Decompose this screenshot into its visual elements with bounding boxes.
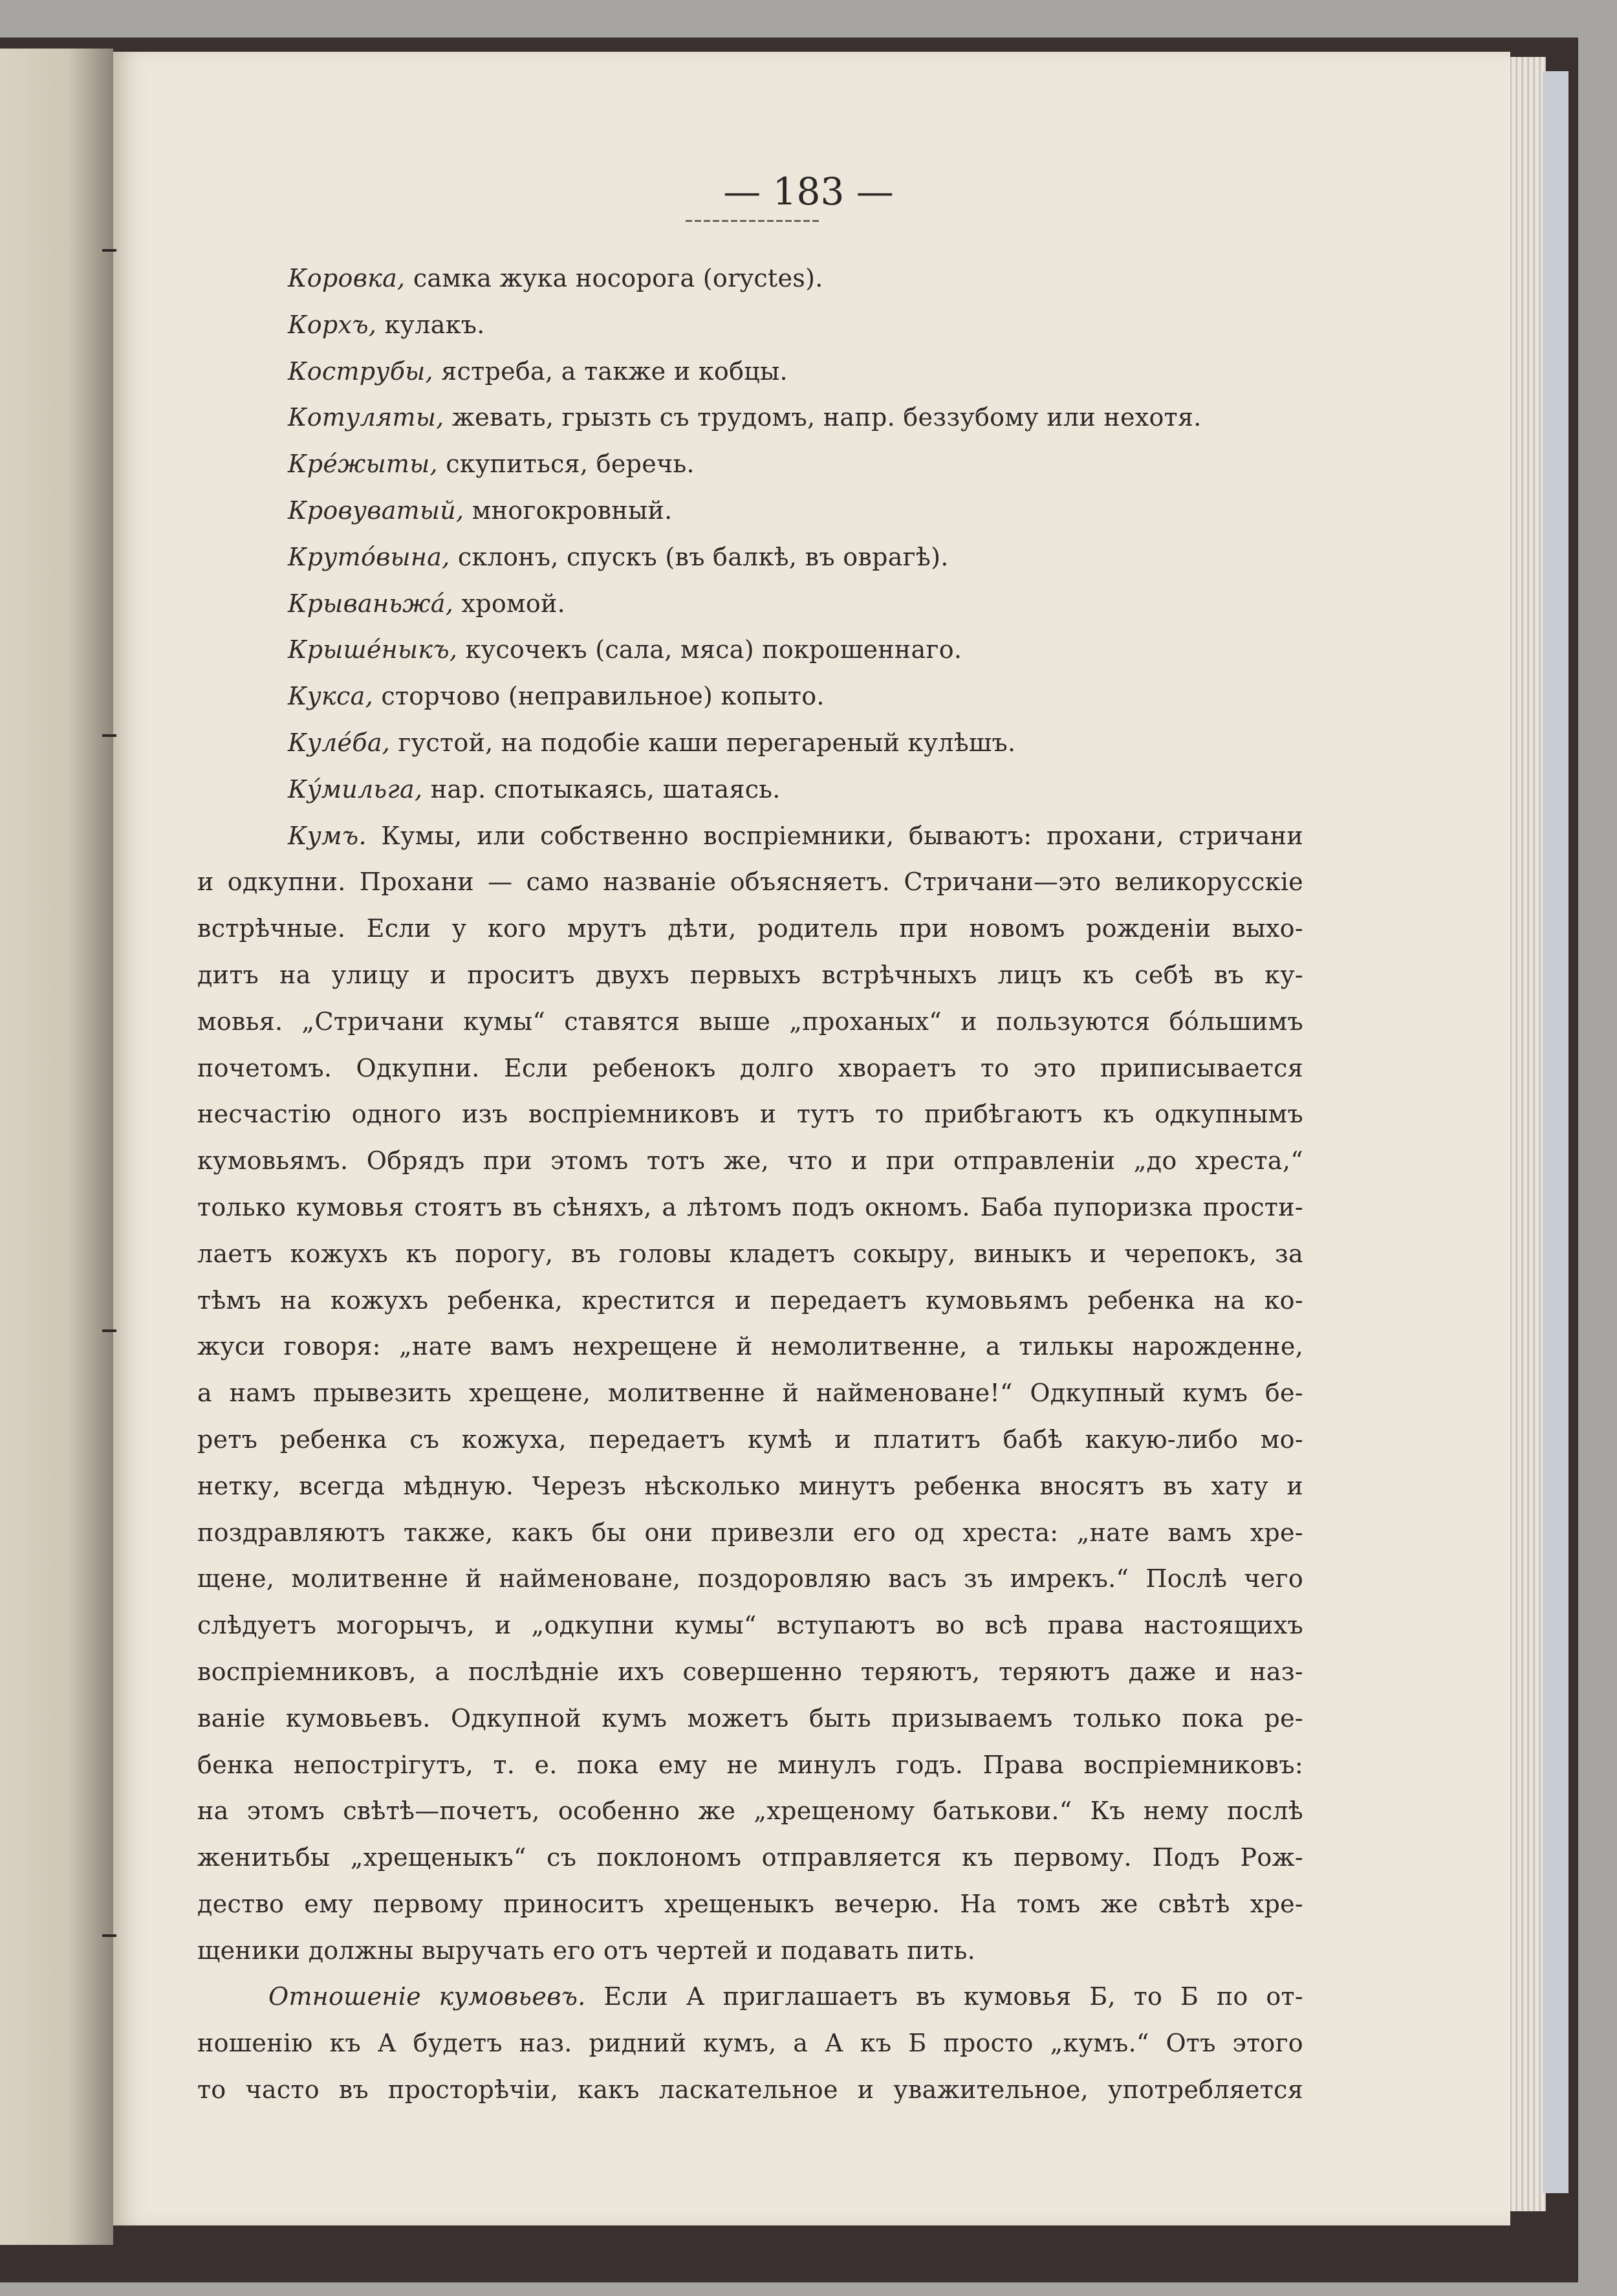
headword: Крышéныкъ, (288, 635, 458, 664)
line-text: воспріемниковъ, а послѣдніе ихъ совершенно теряютъ, теряютъ даже и наз- (197, 1657, 1303, 1686)
text-line (197, 1324, 1303, 1370)
headword: Крéжыты, (288, 450, 438, 479)
headword: Крываньжá, (288, 589, 454, 618)
line-text: встрѣчные. Если у кого мрутъ дѣти, родитель при новомъ рожденіи выхо- (197, 914, 1303, 943)
line-text: многокровный. (464, 496, 673, 525)
text-line (197, 673, 1303, 720)
headword: Кулéба, (288, 728, 391, 757)
text-line (197, 720, 1303, 767)
text-line (197, 1278, 1303, 1324)
text-line (197, 1463, 1303, 1510)
gutter-mark (102, 249, 116, 252)
text-line (197, 1510, 1303, 1557)
page-edges-outer (1543, 71, 1568, 2193)
line-text: кулакъ. (376, 310, 485, 339)
line-text: щеники должны выручать его отъ чертей и подавать пить. (197, 1936, 976, 1965)
line-text: тѣмъ на кожухъ ребенка, крестится и передаетъ кумовьямъ ребенка на ко- (197, 1285, 1303, 1315)
text-line (197, 1138, 1303, 1185)
line-text: на этомъ свѣтѣ—почетъ, особенно же „хрещеному батькови.“ Къ нему послѣ (197, 1797, 1303, 1826)
line-text: то часто въ просторѣчіи, какъ ласкательное и уважительное, употребляется (197, 2075, 1303, 2105)
line-text: слѣдуетъ могорычъ, и „одкупни кумы“ вступаютъ во всѣ права настоящихъ (197, 1611, 1303, 1640)
text-line (197, 1231, 1303, 1278)
line-text: ваніе кумовьевъ. Одкупной кумъ можетъ быть призываемъ только пока ре- (197, 1703, 1303, 1733)
text-line (197, 349, 1303, 395)
gutter-mark (102, 1934, 116, 1937)
text-line (197, 534, 1303, 581)
line-text: женитьбы „хрещеныкъ“ съ поклономъ отправляется къ первому. Подъ Рож- (197, 1843, 1303, 1872)
page-number-rule (686, 220, 821, 222)
text-line (197, 627, 1303, 673)
line-text: поздравляютъ также, какъ бы они привезли его од хреста: „нате вамъ хре- (197, 1518, 1303, 1547)
text-line (197, 441, 1303, 488)
line-text: густой, на подобіе каши перегареный кулѣшъ. (390, 728, 1016, 757)
line-text: почетомъ. Одкупни. Если ребенокъ долго хвораетъ то это приписывается (197, 1053, 1303, 1082)
line-text: и одкупни. Прохани — само названіе объясняетъ. Стричани—это великорусскіе (197, 868, 1303, 897)
headword: Отношеніе кумовьевъ. (268, 1982, 586, 2011)
line-text: кумовьямъ. Обрядъ при этомъ тотъ же, что и при отправленіи „до хреста,“ (197, 1146, 1303, 1175)
text-line (197, 952, 1303, 999)
line-text: бенка непострігутъ, т. е. пока ему не минулъ годъ. Права воспріемниковъ: (197, 1750, 1303, 1779)
headword: Крутóвына, (288, 542, 450, 571)
headword: Кумъ. (288, 821, 367, 850)
line-text: мовья. „Стричани кумы“ ставятся выше „проханых“ и пользуются бóльшимъ (197, 1007, 1303, 1036)
page-number: — 183 — (723, 169, 894, 213)
text-line (197, 2067, 1303, 2114)
line-text: несчастію одного изъ воспріемниковъ и тутъ то прибѣгаютъ къ одкупнымъ (197, 1100, 1303, 1129)
line-text: лаетъ кожухъ къ порогу, въ головы кладетъ сокыру, виныкъ и черепокъ, за (197, 1239, 1303, 1268)
text-line (197, 1928, 1303, 1974)
text-line (197, 1742, 1303, 1789)
gutter-mark (102, 734, 116, 737)
gutter-mark (102, 1329, 116, 1332)
line-text: ретъ ребенка съ кожуха, передаетъ кумѣ и платитъ бабѣ какую-либо мо- (197, 1425, 1303, 1454)
line-text: нар. спотыкаясь, шатаясь. (422, 774, 781, 804)
text-line (197, 302, 1303, 349)
text-line (197, 581, 1303, 628)
line-text: Если А приглашаетъ въ кумовья Б, то Б по от- (585, 1982, 1303, 2011)
line-text: жуси говоря: „нате вамъ нехрещене й немолитвенне, а тилькы нарожденне, (197, 1332, 1303, 1361)
text-line (197, 859, 1303, 906)
text-line (197, 1835, 1303, 1881)
text-line (197, 1696, 1303, 1742)
text-line (197, 1881, 1303, 1928)
text-line (197, 1417, 1303, 1463)
line-text: кусочекъ (сала, мяса) покрошеннаго. (457, 635, 962, 664)
text-line (197, 1649, 1303, 1696)
page-text (197, 256, 1303, 2114)
line-text: ношенію къ А будетъ наз. ридний кумъ, а А къ Б просто „кумъ.“ Отъ этого (197, 2029, 1303, 2058)
left-page-edge (0, 49, 113, 2245)
text-line (197, 1788, 1303, 1835)
line-text: нетку, всегда мѣдную. Черезъ нѣсколько минутъ ребенка вносятъ въ хату и (197, 1471, 1303, 1500)
text-line (197, 1556, 1303, 1602)
line-text: самка жука носорога (oryctes). (405, 264, 823, 292)
line-text: дество ему первому приноситъ хрещеныкъ вечерю. На томъ же свѣтѣ хре- (197, 1889, 1303, 1918)
text-line (197, 1370, 1303, 1417)
text-line (197, 2020, 1303, 2067)
line-text: Кумы, или собственно воспріемники, бываютъ: прохани, стричани (366, 821, 1303, 850)
text-line (197, 1091, 1303, 1138)
line-text: сторчово (неправильное) копыто. (373, 682, 825, 711)
text-line (197, 1974, 1303, 2020)
text-line (197, 256, 1303, 302)
text-line (197, 999, 1303, 1045)
line-text: а намъ прывезить хрещене, молитвенне й найменоване!“ Одкупный кумъ бе- (197, 1379, 1303, 1408)
headword: Кукса, (288, 682, 373, 711)
text-line (197, 813, 1303, 860)
headword: Корхъ, (288, 310, 377, 339)
text-line (197, 767, 1303, 813)
line-text: склонъ, спускъ (въ балкѣ, въ оврагѣ). (450, 542, 949, 571)
text-line (197, 395, 1303, 441)
text-line (197, 1602, 1303, 1649)
headword: Коровка, (288, 264, 406, 292)
line-text: только кумовья стоятъ въ сѣняхъ, а лѣтомъ подъ окномъ. Баба пупоризка прости- (197, 1192, 1303, 1221)
text-line (197, 488, 1303, 534)
line-text: щене, молитвенне й найменоване, поздоровляю васъ зъ имрекъ.“ Послѣ чего (197, 1564, 1303, 1593)
headword: Кýмильга, (288, 774, 423, 804)
line-text: жевать, грызть съ трудомъ, напр. беззубому или нехотя. (444, 403, 1202, 432)
headword: Кострубы, (288, 356, 433, 386)
text-line (197, 1045, 1303, 1092)
headword: Кровуватый, (288, 496, 464, 525)
line-text: хромой. (453, 589, 566, 618)
text-line (197, 1185, 1303, 1231)
line-text: ястреба, а также и кобцы. (433, 356, 788, 386)
line-text: дитъ на улицу и проситъ двухъ первыхъ встрѣчныхъ лицъ къ себѣ въ ку- (197, 960, 1303, 989)
line-text: скупиться, беречь. (437, 450, 695, 479)
headword: Котуляты, (288, 403, 444, 432)
text-line (197, 906, 1303, 952)
